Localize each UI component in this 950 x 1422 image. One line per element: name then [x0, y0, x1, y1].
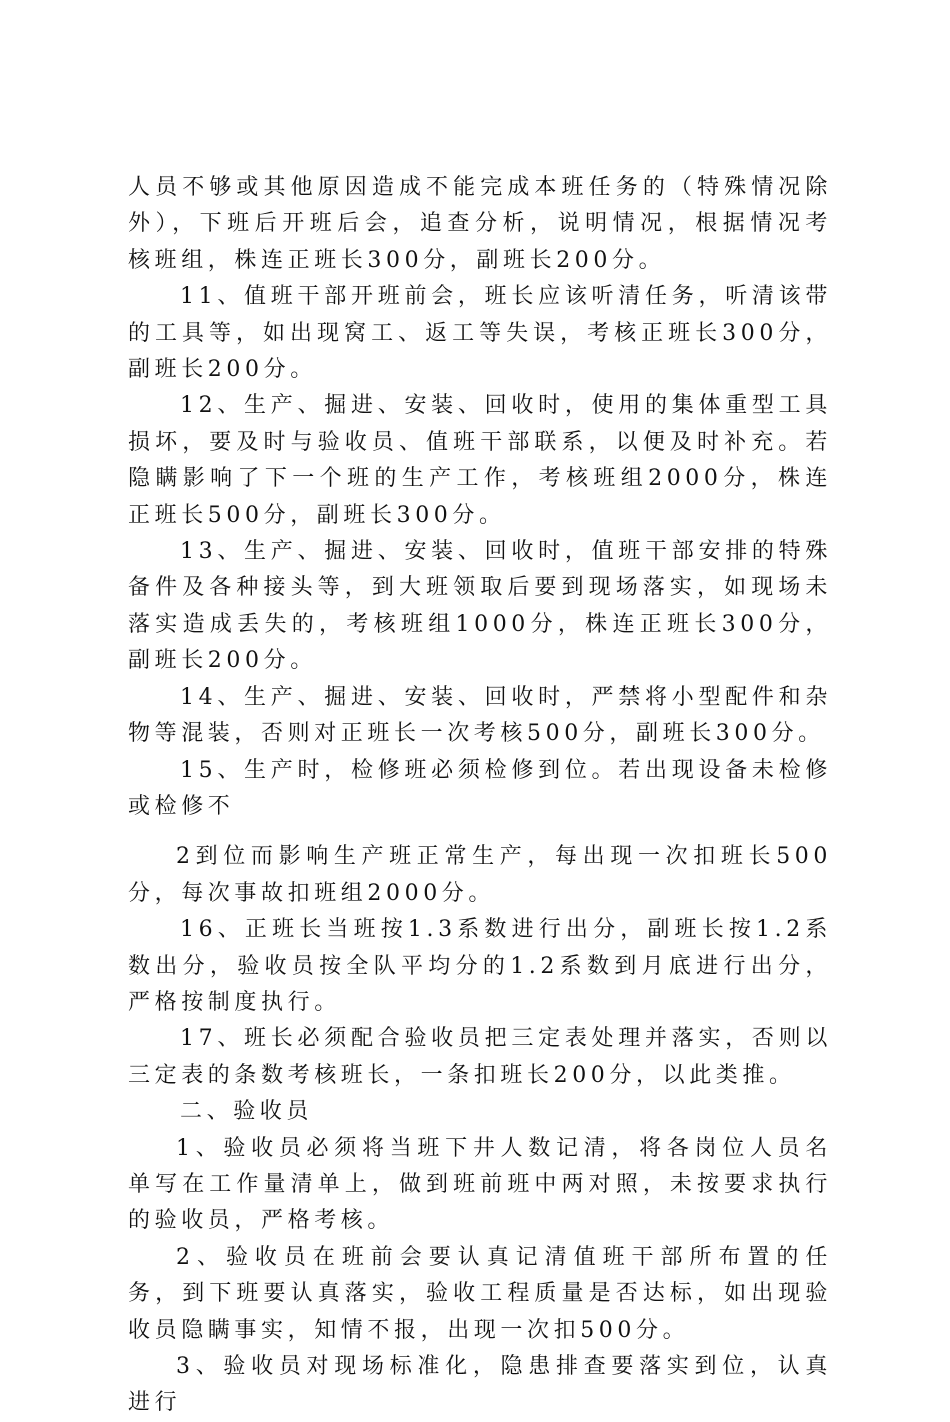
paragraph-item-14: 14、生产、掘进、安装、回收时，严禁将小型配件和杂物等混装，否则对正班长一次考核500分，副班长300分。 — [128, 684, 832, 747]
section-heading-inspector: 二、验收员 — [180, 1099, 314, 1125]
paragraph-item-17: 17、班长必须配合验收员把三定表处理并落实，否则以三定表的条数考核班长，一条扣班长200分，以此类推。 — [128, 1026, 832, 1088]
paragraph-item-16: 16、正班长当班按1.3系数进行出分，副班长按1.2系数出分，验收员按全队平均分的1.2系数到月底进行出分，严格按制度执行。 — [128, 917, 832, 1015]
paragraph-item-15: 15、生产时，检修班必须检修到位。若出现设备未检修或检修不 — [128, 757, 832, 819]
paragraph-item-11: 11、值班干部开班前会，班长应该听清任务，听清该带的工具等，如出现窝工、返工等失误，考核正班长300分，副班长200分。 — [128, 284, 832, 383]
paragraph-inspector-3: 3、验收员对现场标准化，隐患排查要落实到位，认真进行 — [128, 1354, 832, 1416]
paragraph-inspector-2: 2、验收员在班前会要认真记清值班干部所布置的任务，到下班要认真落实，验收工程质量是否达标，如出现验收员隐瞒事实，知情不报，出现一次扣500分。 — [128, 1244, 832, 1343]
paragraph-item-15-continued: 2到位而影响生产班正常生产，每出现一次扣班长500分，每次事故扣班组2000分。 — [128, 844, 832, 906]
paragraph-continued: 人员不够或其他原因造成不能完成本班任务的（特殊情况除外），下班后开班后会，追查分析，说明情况，根据情况考核班组，株连正班长300分，副班长200分。 — [128, 175, 832, 273]
paragraph-item-13: 13、生产、掘进、安装、回收时，值班干部安排的特殊备件及各种接头等，到大班领取后要到现场落实，如现场未落实造成丢失的，考核班组1000分，株连正班长300分，副班长200分。 — [128, 539, 832, 674]
paragraph-item-12: 12、生产、掘进、安装、回收时，使用的集体重型工具损坏，要及时与验收员、值班干部联系，以便及时补充。若隐瞒影响了下一个班的生产工作，考核班组2000分，株连正班长500分，副班长300分。 — [128, 393, 832, 528]
document-body — [128, 170, 832, 1422]
paragraph-inspector-1: 1、验收员必须将当班下井人数记清，将各岗位人员名单写在工作量清单上，做到班前班中两对照，未按要求执行的验收员，严格考核。 — [128, 1135, 832, 1234]
